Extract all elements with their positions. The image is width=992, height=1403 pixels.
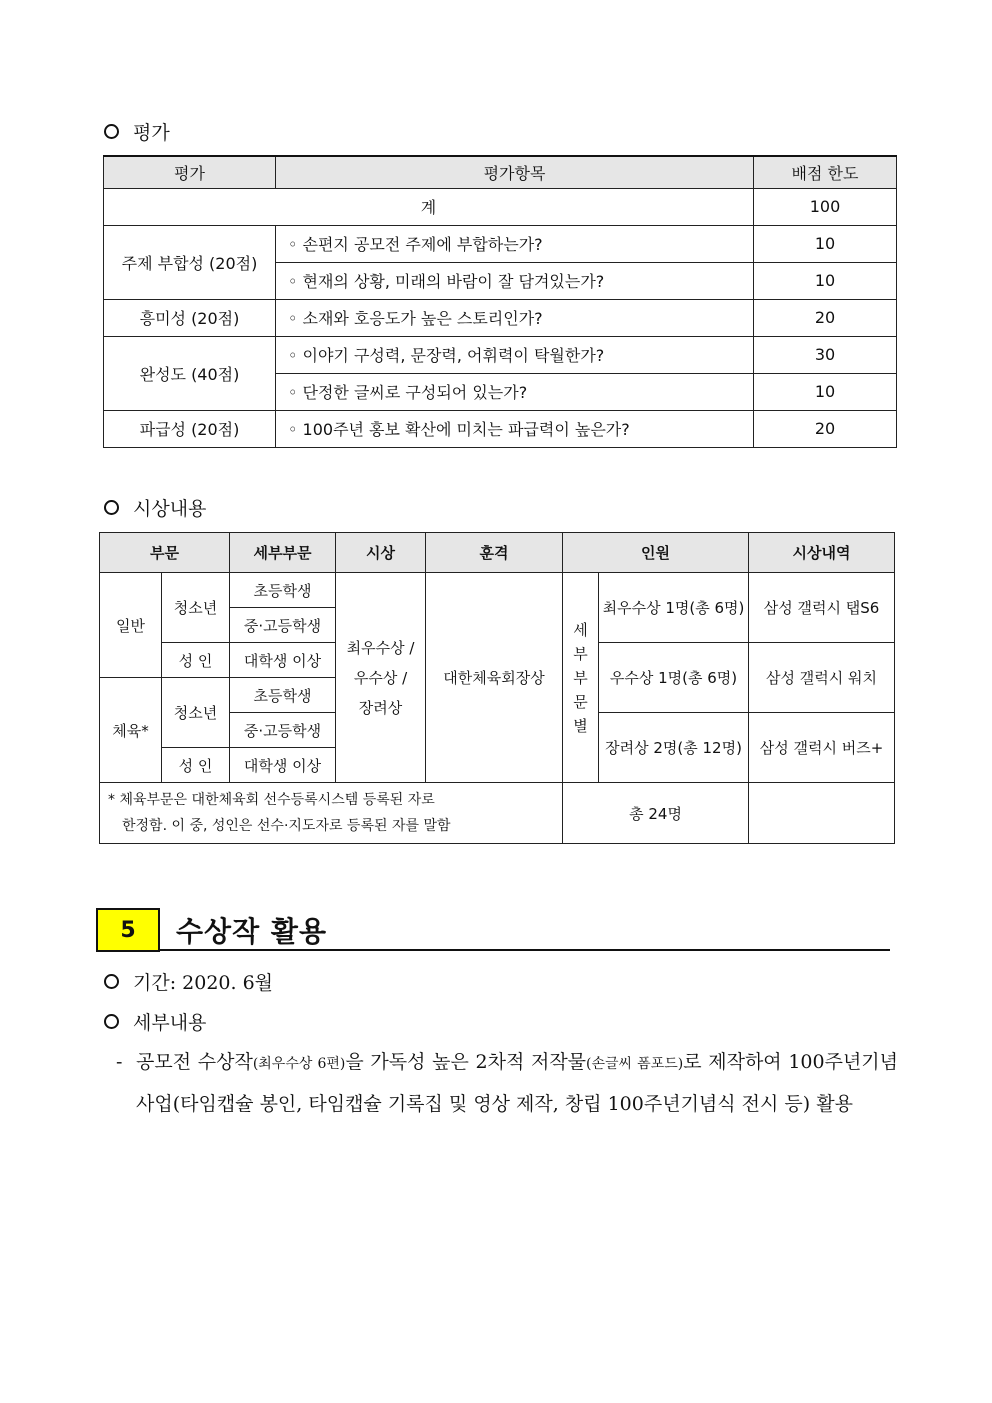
eval-category: 완성도 (40점) [104,336,276,410]
circle-bullet-icon [104,1014,119,1029]
prize-count: 최우수상 1명(총 6명) [599,573,749,643]
by-subdivision: 세 부 부 문 별 [563,573,599,783]
circle-bullet-icon [104,500,119,515]
eval-header-score: 배점 한도 [754,156,897,188]
group-general: 일반 [100,573,162,678]
eval-header-items: 평가항목 [276,156,754,188]
period-line: 기간: 2020. 6월 [104,968,273,995]
subdivision-university: 대학생 이상 [230,643,336,678]
eval-category: 파급성 (20점) [104,410,276,447]
award-header-division: 부문 [100,533,230,573]
award-header-prize: 시상내역 [749,533,895,573]
award-header-count: 인원 [563,533,749,573]
subdivision-middle-high: 중·고등학생 [230,608,336,643]
subdivision-elementary: 초등학생 [230,678,336,713]
section-number: 5 [96,908,160,952]
award-heading: 시상내용 [104,494,206,521]
eval-item: ◦ 소재와 호응도가 높은 스토리인가? [276,299,754,336]
eval-score: 10 [754,373,897,410]
award-table [99,532,895,844]
group-sports: 체육* [100,678,162,783]
eval-total-score: 100 [754,188,897,225]
eval-score: 20 [754,299,897,336]
eval-category: 흥미성 (20점) [104,299,276,336]
prize-count: 장려상 2명(총 12명) [599,713,749,783]
prize-count: 우수상 1명(총 6명) [599,643,749,713]
prize-item: 삼성 갤럭시 버즈+ [749,713,895,783]
youth-label: 청소년 [162,573,230,643]
eval-item: ◦ 100주년 홍보 확산에 미치는 파급력이 높은가? [276,410,754,447]
circle-bullet-icon [104,124,119,139]
subdivision-university: 대학생 이상 [230,748,336,783]
eval-header-category: 평가 [104,156,276,188]
award-total-empty [749,783,895,844]
award-header-award: 시상 [336,533,426,573]
section-underline [160,949,890,951]
eval-score: 10 [754,262,897,299]
evaluation-table [103,155,897,448]
eval-item: ◦ 이야기 구성력, 문장력, 어휘력이 탁월한가? [276,336,754,373]
eval-item: ◦ 손편지 공모전 주제에 부합하는가? [276,225,754,262]
prize-item: 삼성 갤럭시 탭S6 [749,573,895,643]
prize-item: 삼성 갤럭시 워치 [749,643,895,713]
sports-note: * 체육부문은 대한체육회 선수등록시스템 등록된 자로 한정함. 이 중, 성인은 선수·지도자로 등록된 자를 말함 [100,783,563,844]
eval-total-label: 계 [104,188,754,225]
eval-item: ◦ 단정한 글씨로 구성되어 있는가? [276,373,754,410]
eval-item: ◦ 현재의 상황, 미래의 바람이 잘 담겨있는가? [276,262,754,299]
adult-label: 성 인 [162,643,230,678]
subdivision-elementary: 초등학생 [230,573,336,608]
award-header-subdivision: 세부부문 [230,533,336,573]
award-total: 총 24명 [563,783,749,844]
detail-paragraph: - 공모전 수상작(최우수상 6편)을 가독성 높은 2차적 저작물(손글씨 폼포드)로 제작하여 100주년기념사업(타임캡슐 봉인, 타임캡슐 기록집 및 영상 제작, 창립 100주년기념식 전시 등) 활용 [116,1042,898,1124]
section-title: 수상작 활용 [176,915,327,948]
award-header-honor: 훈격 [426,533,563,573]
eval-score: 30 [754,336,897,373]
eval-score: 10 [754,225,897,262]
adult-label: 성 인 [162,748,230,783]
eval-category: 주제 부합성 (20점) [104,225,276,299]
subdivision-middle-high: 중·고등학생 [230,713,336,748]
honor: 대한체육회장상 [426,573,563,783]
dash-bullet: - [116,1051,123,1073]
detail-heading: 세부내용 [104,1008,206,1035]
circle-bullet-icon [104,974,119,989]
youth-label: 청소년 [162,678,230,748]
eval-score: 20 [754,410,897,447]
eval-heading: 평가 [104,118,170,145]
award-kinds: 최우수상 / 우수상 / 장려상 [336,573,426,783]
